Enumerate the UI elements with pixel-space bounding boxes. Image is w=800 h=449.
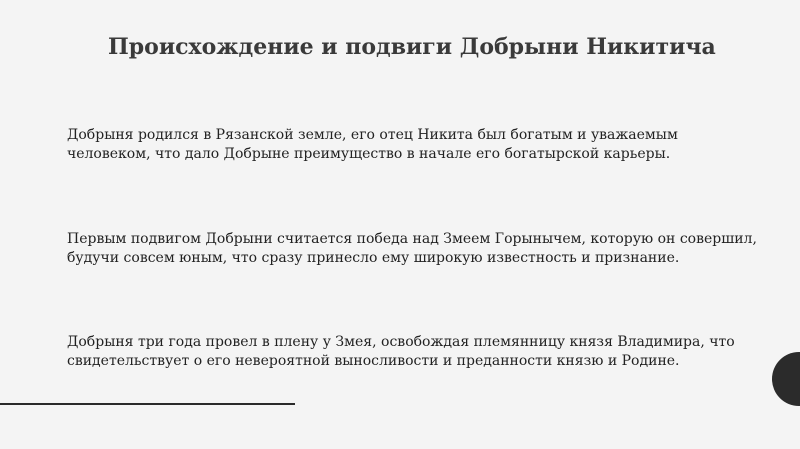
paragraph-captivity: Добрыня три года провел в плену у Змея, освобождая племянницу князя Владимира, что свидетельствует о его невероятной выносливости и преданности князю и Родине.	[67, 334, 735, 369]
slide-title: Происхождение и подвиги Добрыни Никитича	[108, 34, 716, 60]
decorative-circle	[772, 352, 800, 406]
decorative-divider	[0, 403, 295, 405]
paragraph-first-feat: Первым подвигом Добрыни считается победа над Змеем Горынычем, которую он совершил, будучи совсем юным, что сразу принесло ему широкую известность и признание.	[67, 231, 757, 266]
paragraph-origin: Добрыня родился в Рязанской земле, его отец Никита был богатым и уважаемым человеком, что дало Добрыне преимущество в начале его богатырской карьеры.	[67, 127, 678, 162]
